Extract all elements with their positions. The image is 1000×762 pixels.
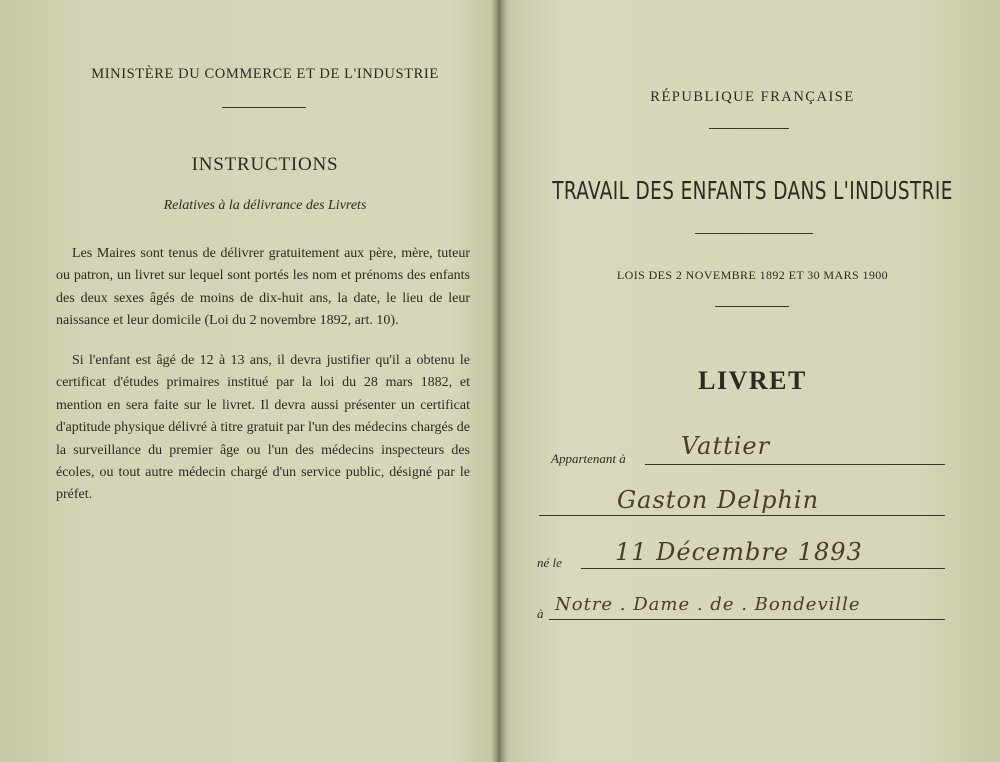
main-title: TRAVAIL DES ENFANTS DANS L'INDUSTRIE — [552, 176, 953, 205]
laws-divider — [715, 306, 789, 307]
place-label: à — [537, 606, 544, 621]
instructions-title: INSTRUCTIONS — [191, 154, 339, 175]
belonging-label: Appartenant à — [551, 451, 626, 466]
instructions-paragraph-1: Les Maires sont tenus de délivrer gratuitement aux père, mère, tuteur ou patron, un livret sur lequel sont portés les nom et prénoms des enfants des deux sexes âgés de moins de dix-huit ans, la date, le lieu de leur naissance et leur domicile (Loi du 2 novembre 1892, art. 10). — [56, 246, 470, 329]
title-divider — [695, 233, 813, 234]
born-label: né le — [537, 555, 562, 570]
instructions-paragraph-2: Si l'enfant est âgé de 12 à 13 ans, il devra justifier qu'il a obtenu le certificat d'études primaires institué par la loi du 28 mars 1882, et mention en sera faite sur le livret. Il devra aussi présenter un certificat d'aptitude physique délivré à titre gratuit par l'un des médecins chargés de la surveillance du premier âge ou l'un des médecins inspecteurs des écoles, ou tout autre médecin chargé d'un service public, désigné par le préfet. — [56, 353, 470, 503]
birth-place-handwritten: Notre . Dame . de . Bondeville — [555, 594, 861, 615]
given-names-handwritten: Gaston Delphin — [617, 486, 820, 514]
birth-date-line — [581, 568, 945, 569]
republic-divider — [709, 128, 789, 129]
given-names-line — [539, 515, 945, 516]
ministry-header: MINISTÈRE DU COMMERCE ET DE L'INDUSTRIE — [91, 66, 439, 82]
laws-reference: LOIS DES 2 NOVEMBRE 1892 ET 30 MARS 1900 — [616, 268, 889, 282]
belonging-line — [645, 464, 945, 465]
book-gutter — [492, 0, 506, 762]
left-page — [0, 0, 495, 762]
birth-date-handwritten: 11 Décembre 1893 — [615, 538, 863, 566]
right-page — [505, 0, 1000, 762]
birth-place-line — [549, 619, 945, 620]
livret-title: LIVRET — [698, 366, 807, 395]
republic-header: RÉPUBLIQUE FRANÇAISE — [650, 89, 855, 105]
header-divider — [222, 107, 306, 108]
instructions-subtitle: Relatives à la délivrance des Livrets — [163, 198, 367, 213]
surname-handwritten: Vattier — [681, 432, 771, 460]
